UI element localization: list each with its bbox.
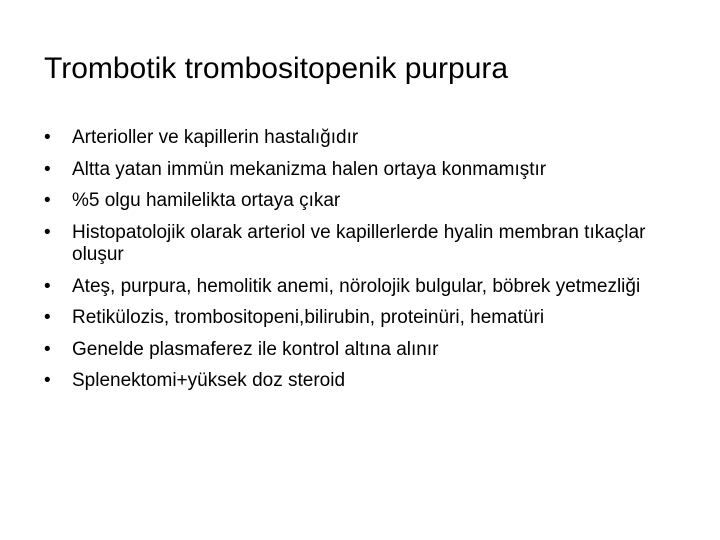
- bullet-text: Ateş, purpura, hemolitik anemi, nörolojik bulgular, böbrek yetmezliği: [72, 275, 641, 297]
- bullet-marker: •: [44, 338, 51, 360]
- bullet-text: Histopatolojik olarak arteriol ve kapillerlerde hyalin membran tıkaçlar oluşur: [72, 221, 646, 265]
- bullet-marker: •: [44, 221, 51, 243]
- bullet-item: [44, 276, 694, 299]
- bullet-list: [44, 127, 694, 402]
- bullet-marker: •: [44, 307, 51, 328]
- bullet-text: Genelde plasmaferez ile kontrol altına alınır: [72, 338, 439, 360]
- bullet-text: Splenektomi+yüksek doz steroid: [72, 370, 346, 391]
- bullet-marker: •: [44, 370, 51, 391]
- bullet-item: [44, 307, 694, 330]
- bullet-item: [44, 370, 694, 393]
- bullet-item: [44, 159, 694, 182]
- bullet-marker: •: [44, 275, 51, 297]
- bullet-text: Arterioller ve kapillerin hastalığıdır: [72, 127, 359, 148]
- bullet-marker: •: [44, 158, 51, 180]
- bullet-item: [44, 339, 694, 362]
- bullet-marker: •: [44, 127, 51, 148]
- bullet-item: [44, 222, 694, 267]
- bullet-text: Altta yatan immün mekanizma halen ortaya konmamıştır: [72, 158, 547, 180]
- bullet-marker: •: [44, 190, 51, 211]
- bullet-item: [44, 127, 694, 150]
- bullet-item: [44, 190, 694, 213]
- bullet-text: %5 olgu hamilelikta ortaya çıkar: [72, 190, 341, 211]
- bullet-text: Retikülozis, trombositopeni,bilirubin, proteinüri, hematüri: [72, 307, 545, 328]
- slide-title: Trombotik trombositopenik purpura: [44, 52, 509, 85]
